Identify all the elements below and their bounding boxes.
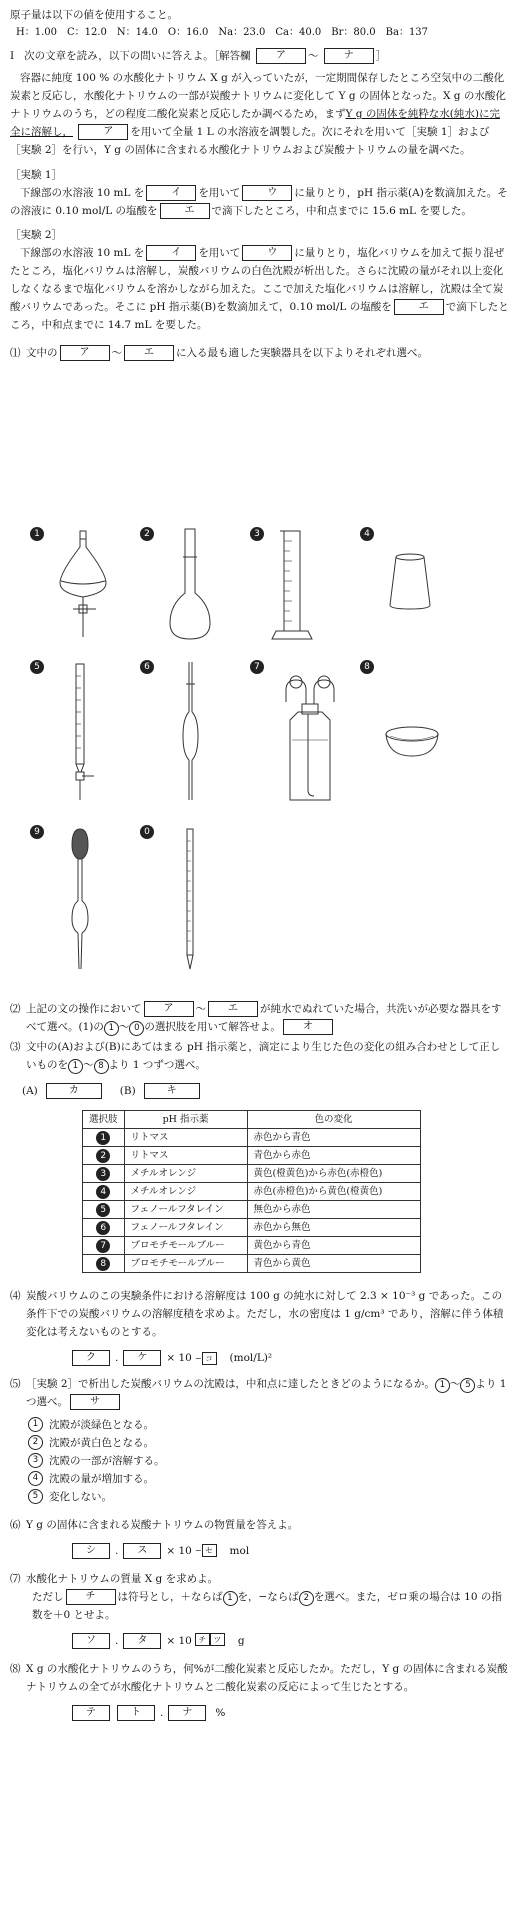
graduated-cylinder-icon — [250, 527, 350, 647]
box-tsu[interactable]: ツ — [210, 1633, 225, 1646]
exp2-text: 下線部の水溶液 10 mL を イ を用いて ウ に量りとり，塩化バリウムを加えて振り混ぜたところ，塩化バリウムは溶解し，炭酸バリウムの白色沈殿が析出した。さらに沈殿の量がそれ以上変化しなくなるまで塩化バリウムを溶かしながら加えた。ここで加えた塩化バリウムは溶解し，沈殿は全て炭酸バリウムであった。そこに pH 指示薬(B)を数滴加えて，0.10 mol/L の塩酸を エ で滴下したところ，中和点までに 14.7 mL を要した。 — [10, 246, 509, 331]
apparatus-1[interactable] — [30, 527, 130, 647]
box-ka[interactable]: カ — [46, 1083, 102, 1099]
q7-note: ただし チ は符号とし，＋ならば 1 を，−ならば 2 を選べ。また，ゼロ乗の場合は 10 の指数を＋0 とせよ。 — [32, 1590, 502, 1621]
question-6: ⑹ Y g の固体に含まれる炭酸ナトリウムの物質量を答えよ。 — [10, 1518, 299, 1531]
question-8: ⑻ X g の水酸化ナトリウムのうち，何%が二酸化炭素と反応したか。ただし，Y g の固体に含まれる炭酸ナトリウムの全てが水酸化ナトリウムと二酸化炭素の反応によって生じたとする。 — [10, 1662, 508, 1693]
question-2: ⑵ 上記の文の操作において ア 〜 エ が純水でぬれていた場合，共洗いが必要な器具をすべて選べ。(1)の 1 〜 0 の選択肢を用いて解答せよ。 オ — [10, 1000, 510, 1036]
apparatus-0[interactable]: 0 — [140, 825, 240, 975]
box-su[interactable]: ス — [123, 1543, 161, 1559]
box-a[interactable]: ア — [78, 124, 128, 140]
box-e-2[interactable]: エ — [394, 299, 444, 315]
evaporating-dish-icon — [360, 660, 460, 810]
q7-answer-row: ソ . タ × 10 チ ツ g — [70, 1632, 510, 1650]
box-u[interactable]: ウ — [242, 185, 292, 201]
table-row: 5 フェノールフタレイン 無色から赤色 — [83, 1201, 421, 1219]
box-ku[interactable]: ク — [72, 1350, 110, 1366]
table-row: 3 メチルオレンジ 黄色(橙黄色)から赤色(赤橙色) — [83, 1165, 421, 1183]
list-item: 5 変化しない。 — [10, 1488, 510, 1506]
apparatus-7[interactable]: 7 — [250, 660, 360, 810]
box-o[interactable]: オ — [283, 1019, 333, 1035]
apparatus-2[interactable]: 2 — [140, 527, 240, 647]
apparatus-6[interactable]: 6 — [140, 660, 240, 810]
table-row: 4 メチルオレンジ 赤色(赤橙色)から黄色(橙黄色) — [83, 1183, 421, 1201]
exp2-title: ［実験 2］ — [10, 228, 63, 241]
apparatus-5[interactable]: 5 — [30, 660, 130, 810]
apparatus-4[interactable]: 4 — [360, 527, 460, 647]
box-te[interactable]: テ — [72, 1705, 110, 1721]
table-row: 6 フェノールフタレイン 赤色から無色 — [83, 1219, 421, 1237]
box-sa[interactable]: サ — [70, 1394, 120, 1410]
question-3: ⑶ 文中の(A)および(B)にあてはまる pH 指示薬と，滴定により生じた色の変化の組み合わせとして正しいものを 1 〜 8 より 1 つずつ選べ。 — [10, 1038, 510, 1074]
box-ke[interactable]: ケ — [123, 1350, 161, 1366]
box-na[interactable]: ナ — [168, 1705, 206, 1721]
atomic-heading: 原子量は以下の値を使用すること。 — [10, 9, 178, 21]
box-chi[interactable]: チ — [66, 1589, 116, 1605]
q8-answer-row: テ ト . ナ % — [70, 1704, 510, 1722]
box-to[interactable]: ト — [117, 1705, 155, 1721]
question-7: ⑺ 水酸化ナトリウムの質量 X g を求めよ。 — [10, 1572, 219, 1585]
box-chi-small[interactable]: チ — [195, 1633, 210, 1646]
question-5: ⑸ ［実験 2］で析出した炭酸バリウムの沈殿は，中和点に達したときどのようになるか。 1 〜 5 より 1 つ選べ。 サ — [10, 1378, 507, 1409]
table-row: 2 リトマス 青色から赤色 — [83, 1147, 421, 1165]
intro-paragraph: 容器に純度 100 % の水酸化ナトリウム X g が入っていたが，一定期間保存したところ空気中の二酸化炭素と反応し，水酸化ナトリウムの一部が炭酸ナトリウムに変化して Y g の固体となった。X g の水酸化ナトリウムのうち，どの程度二酸化炭素と反応したか調べるため，まずY g の固体を純粋な水(純水)に完全に溶解し， ア を用いて全量 1 L の水溶液を調製した。次にそれを用いて［実験 1］および［実験 2］を行い，Y g の固体に含まれる水酸化ナトリウムおよび炭酸ナトリウムの量を調べた。 — [10, 72, 506, 157]
apparatus-8[interactable]: 8 — [360, 660, 460, 810]
table-row: 7 ブロモチモールブルー 黄色から青色 — [83, 1237, 421, 1255]
list-item: 3 沈殿の一部が溶解する。 — [10, 1452, 510, 1470]
question-1: ⑴ 文中の ア 〜 エ に入る最も適した実験器具を以下よりそれぞれ選べ。 — [10, 346, 428, 359]
volumetric-flask-icon — [140, 527, 240, 647]
box-i-2[interactable]: イ — [146, 245, 196, 261]
list-item: 1 沈殿が淡緑色となる。 — [10, 1416, 510, 1434]
answer-box-a[interactable]: ア — [256, 48, 306, 64]
volumetric-pipette-icon — [140, 660, 240, 810]
apparatus-number: 1 — [30, 527, 44, 541]
box-ta[interactable]: タ — [123, 1633, 161, 1649]
measuring-pipette-icon — [140, 825, 240, 975]
apparatus-9[interactable]: 9 — [30, 825, 130, 975]
question-4: ⑷ 炭酸バリウムのこの実験条件における溶解度は 100 g の純水に対して 2.3 × 10⁻³ g であった。この条件下での炭酸バリウムの溶解度積を求めよ。ただし，水の密度は 1 g/cm³ であり，溶解に伴う体積変化は考えないものとする。 — [10, 1290, 504, 1339]
box-ko[interactable]: コ — [202, 1352, 217, 1365]
box-so[interactable]: ソ — [72, 1633, 110, 1649]
burette-icon — [30, 660, 130, 810]
table-row: 1 リトマス 赤色から青色 — [83, 1129, 421, 1147]
list-item: 2 沈殿が黄白色となる。 — [10, 1434, 510, 1452]
box-se[interactable]: セ — [202, 1544, 217, 1557]
q4-answer-row: ク . ケ × 10 − コ (mol/L)² — [70, 1349, 510, 1367]
conical-beaker-icon — [360, 527, 460, 647]
gas-washing-bottle-icon — [250, 660, 360, 810]
answer-box-na[interactable]: ナ — [324, 48, 374, 64]
q6-answer-row: シ . ス × 10 − セ mol — [70, 1542, 510, 1560]
box-shi[interactable]: シ — [72, 1543, 110, 1559]
q5-choices — [10, 1416, 510, 1506]
exp1-text: 下線部の水溶液 10 mL を イ を用いて ウ に量りとり，pH 指示薬(A)を数滴加えた。その溶液に 0.10 mol/L の塩酸を エ で滴下したところ，中和点までに 15.6 mL を要した。 — [10, 186, 508, 217]
box-i[interactable]: イ — [146, 185, 196, 201]
box-ki[interactable]: キ — [144, 1083, 200, 1099]
q3-answer-row: (A) カ (B) キ — [22, 1082, 510, 1100]
list-item: 4 沈殿の量が増加する。 — [10, 1470, 510, 1488]
table-row: 8 ブロモチモールブルー 青色から黄色 — [83, 1255, 421, 1273]
box-u-2[interactable]: ウ — [242, 245, 292, 261]
separatory-funnel-icon — [30, 527, 130, 647]
atomic-values: H：1.00 C：12.0 N：14.0 O：16.0 Na：23.0 Ca：40.0 Br：80.0 Ba：137 — [16, 27, 429, 39]
indicator-table: 選択肢 pH 指示薬 色の変化 1 リトマス 赤色から青色 2 リトマス 青色から赤色 3 メチルオレンジ 黄色(橙黄色)から赤色(赤橙色) 4 メチルオレンジ 赤色(赤橙色)から黄色(橙黄色) 5 フェノールフタレイン 無色から赤色 6 フェノールフタレイン 赤色から無色 7 ブロモチモールブルー 黄色から青色 8 ブロモチモールブルー 青色から黄色 — [82, 1110, 421, 1273]
dropper-pipette-icon — [30, 825, 130, 975]
exp1-title: ［実験 1］ — [10, 168, 63, 181]
section-instruction: Ⅰ 次の文章を読み，以下の問いに答えよ。［解答欄 ア 〜 ナ ］ — [10, 50, 387, 63]
box-e[interactable]: エ — [160, 203, 210, 219]
apparatus-3[interactable]: 3 — [250, 527, 350, 647]
